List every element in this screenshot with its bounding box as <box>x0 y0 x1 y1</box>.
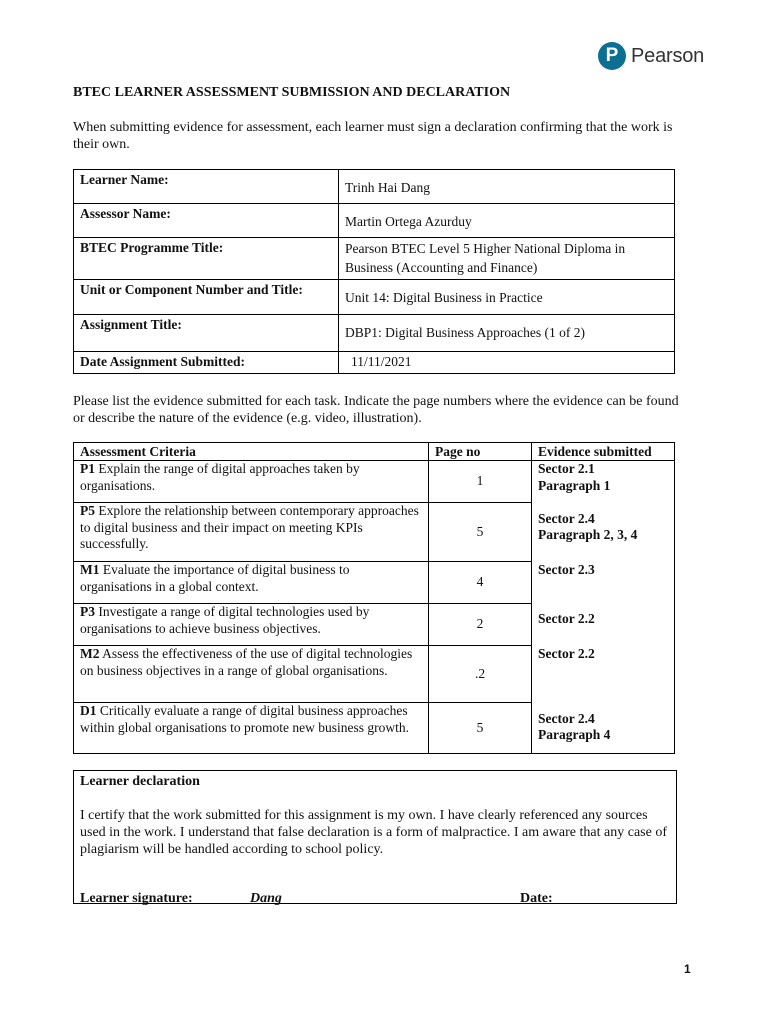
criteria-cell <box>74 604 429 646</box>
learner-info-table <box>73 169 675 374</box>
criteria-header: Assessment Criteria <box>74 443 429 461</box>
info-value <box>339 280 675 315</box>
info-value-text: Trinh Hai Dang <box>345 180 431 195</box>
table-row <box>74 646 675 703</box>
info-label: Assignment Title: <box>74 315 339 352</box>
evidence-cell <box>532 703 675 754</box>
table-row <box>74 562 675 604</box>
criteria-cell <box>74 703 429 754</box>
pearson-logo-icon: P <box>598 42 626 70</box>
page-no-cell: .2 <box>429 646 532 703</box>
evidence-text: Sector 2.4 Paragraph 4 <box>538 710 611 742</box>
page-number: 1 <box>684 962 691 976</box>
criteria-text: Assess the effectiveness of the use of digital technologies on business objectives in a range of global organisations. <box>80 646 413 678</box>
criteria-text: Investigate a range of digital technologies used by organisations to achieve business objectives. <box>80 604 370 636</box>
criteria-cell <box>74 503 429 562</box>
criteria-text: Explain the range of digital approaches taken by organisations. <box>80 461 360 493</box>
evidence-text: Sector 2.3 <box>538 561 595 577</box>
evidence-cell <box>532 562 675 604</box>
info-label: Date Assignment Submitted: <box>74 352 339 374</box>
learner-declaration-box <box>73 770 677 904</box>
criteria-text: Critically evaluate a range of digital business approaches within global organisations to promote new business growth. <box>80 703 409 735</box>
evidence-text: Sector 2.4 Paragraph 2, 3, 4 <box>538 510 638 542</box>
criteria-code: P3 <box>80 604 95 619</box>
evidence-text: Sector 2.2 <box>538 645 595 661</box>
info-row <box>74 352 675 374</box>
signature-label: Learner signature: <box>80 891 193 906</box>
criteria-code: M2 <box>80 646 100 661</box>
info-value-text: Martin Ortega Azurduy <box>345 214 472 229</box>
pearson-logo <box>598 42 704 70</box>
table-row <box>74 503 675 562</box>
evidence-cell <box>532 646 675 703</box>
info-label: Assessor Name: <box>74 204 339 238</box>
intro-paragraph: When submitting evidence for assessment, each learner must sign a declaration confirming that the work is their own. <box>73 120 673 152</box>
page-no-cell: 4 <box>429 562 532 604</box>
info-label: Unit or Component Number and Title: <box>74 280 339 315</box>
page-no-cell: 5 <box>429 703 532 754</box>
criteria-cell <box>74 562 429 604</box>
info-row <box>74 315 675 352</box>
info-value-text: Unit 14: Digital Business in Practice <box>345 290 543 305</box>
criteria-text: Explore the relationship between contemporary approaches to digital business and their impact on meeting KPIs successfully. <box>80 503 419 551</box>
evidence-instructions: Please list the evidence submitted for each task. Indicate the page numbers where the evidence can be found or describe the nature of the evidence (e.g. video, illustration). <box>73 394 679 426</box>
info-value <box>339 238 675 280</box>
evidence-header: Evidence submitted <box>532 443 675 461</box>
criteria-code: P1 <box>80 461 95 476</box>
table-row <box>74 604 675 646</box>
info-value <box>339 315 675 352</box>
info-label: BTEC Programme Title: <box>74 238 339 280</box>
table-row <box>74 703 675 754</box>
criteria-cell <box>74 461 429 503</box>
signature-value: Dang <box>250 891 282 906</box>
criteria-header-row <box>74 443 675 461</box>
table-row <box>74 461 675 503</box>
criteria-text: Evaluate the importance of digital business to organisations in a global context. <box>80 562 350 594</box>
date-label: Date: <box>520 891 553 906</box>
pearson-logo-text: Pearson <box>631 44 705 67</box>
evidence-text: Sector 2.1 Paragraph 1 <box>538 461 611 493</box>
info-row <box>74 238 675 280</box>
info-value <box>339 204 675 238</box>
info-value-text: Pearson BTEC Level 5 Higher National Diploma in Business (Accounting and Finance) <box>345 241 626 275</box>
info-label: Learner Name: <box>74 170 339 204</box>
evidence-cell <box>532 604 675 646</box>
declaration-heading: Learner declaration <box>80 774 200 789</box>
criteria-code: D1 <box>80 703 97 718</box>
evidence-cell <box>532 503 675 562</box>
assessment-criteria-table <box>73 442 675 754</box>
page-no-header: Page no <box>429 443 532 461</box>
evidence-cell <box>532 461 675 503</box>
declaration-body: I certify that the work submitted for this assignment is my own. I have clearly referenced any sources used in the work. I understand that false declaration is a form of malpractice. I am aware that any case of plagiarism will be handled according to school policy. <box>80 808 667 857</box>
info-row <box>74 170 675 204</box>
evidence-text: Sector 2.2 <box>538 610 595 626</box>
criteria-code: P5 <box>80 503 95 518</box>
info-value-text: 11/11/2021 <box>351 354 412 369</box>
info-row <box>74 204 675 238</box>
info-value-text: DBP1: Digital Business Approaches (1 of 2) <box>345 325 585 340</box>
page-no-cell: 2 <box>429 604 532 646</box>
info-value <box>339 170 675 204</box>
info-value <box>339 352 675 374</box>
page-title: BTEC LEARNER ASSESSMENT SUBMISSION AND DECLARATION <box>73 85 511 100</box>
page-no-cell: 1 <box>429 461 532 503</box>
criteria-code: M1 <box>80 562 100 577</box>
page-no-cell: 5 <box>429 503 532 562</box>
info-row <box>74 280 675 315</box>
criteria-cell <box>74 646 429 703</box>
